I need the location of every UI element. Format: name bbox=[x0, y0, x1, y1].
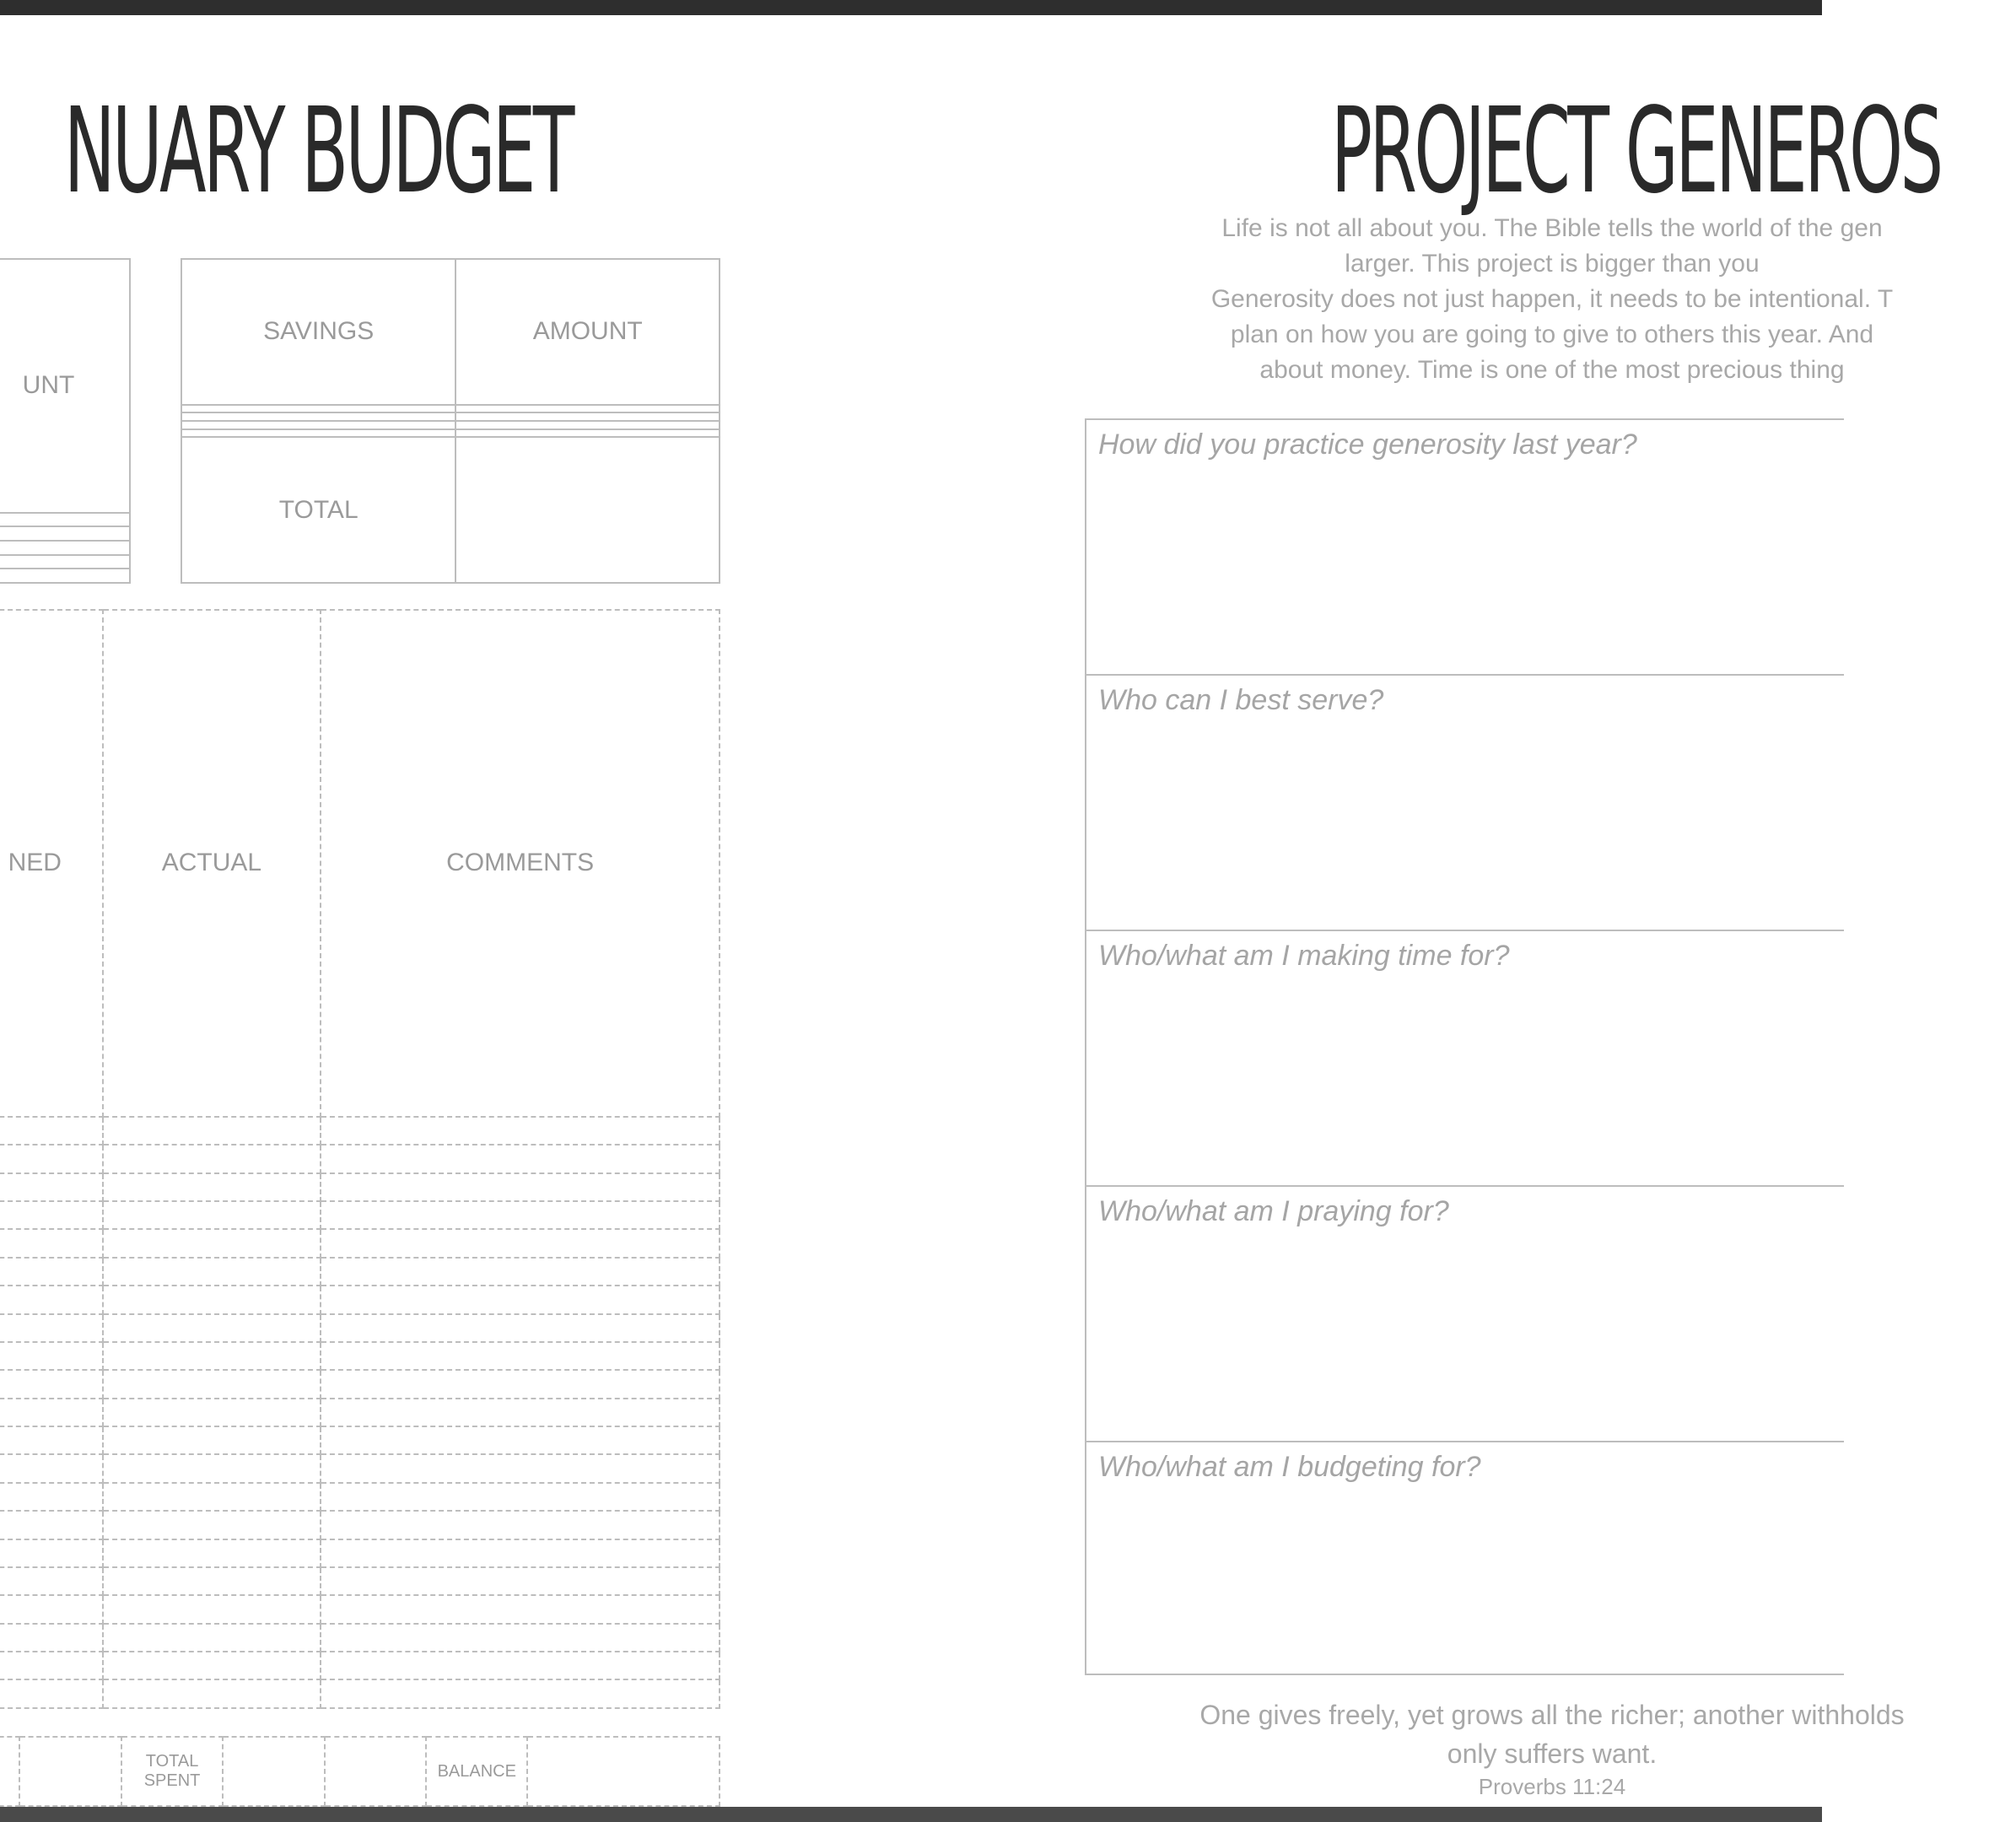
balance-label: BALANCE bbox=[426, 1737, 527, 1806]
expense-row bbox=[0, 1679, 720, 1708]
generosity-title: PROJECT GENEROS bbox=[1331, 83, 1941, 220]
question-text: Who/what am I praying for? bbox=[1098, 1195, 1449, 1227]
comments-header: COMMENTS bbox=[321, 610, 720, 1117]
income-amount-table bbox=[0, 258, 131, 584]
expense-row bbox=[0, 1539, 720, 1567]
planned-cell[interactable] bbox=[0, 1117, 103, 1145]
actual-cell[interactable] bbox=[103, 1595, 321, 1623]
actual-cell[interactable] bbox=[103, 1426, 321, 1454]
expense-row bbox=[0, 1342, 720, 1370]
savings-amount-header: AMOUNT bbox=[455, 259, 720, 405]
comments-cell[interactable] bbox=[321, 1201, 720, 1229]
intro-line: about money. Time is one of the most precious thing bbox=[1259, 356, 1845, 384]
planned-cell[interactable] bbox=[0, 1426, 103, 1454]
verse-line: only suffers want. bbox=[1447, 1738, 1658, 1769]
actual-cell[interactable] bbox=[103, 1567, 321, 1595]
planned-cell[interactable] bbox=[0, 1652, 103, 1679]
expense-row bbox=[0, 1258, 720, 1286]
amount-cell[interactable] bbox=[0, 541, 130, 555]
actual-cell[interactable] bbox=[103, 1483, 321, 1511]
question-box[interactable] bbox=[1086, 676, 1844, 931]
savings-cell[interactable] bbox=[181, 412, 455, 421]
planned-cell[interactable] bbox=[0, 1679, 103, 1708]
actual-cell[interactable] bbox=[103, 1258, 321, 1286]
savings-header: SAVINGS bbox=[181, 259, 455, 405]
expense-row bbox=[0, 1567, 720, 1595]
expense-table bbox=[0, 609, 720, 1709]
expense-row bbox=[0, 1511, 720, 1539]
bible-verse bbox=[1088, 1695, 2016, 1800]
planned-cell[interactable] bbox=[0, 1454, 103, 1482]
planned-cell[interactable] bbox=[0, 1201, 103, 1229]
amount-cell[interactable] bbox=[0, 555, 130, 569]
amount-cell[interactable] bbox=[0, 513, 130, 527]
expense-row bbox=[0, 1483, 720, 1511]
planned-cell[interactable] bbox=[0, 1567, 103, 1595]
intro-line: larger. This project is bigger than you bbox=[1345, 250, 1760, 278]
comments-cell[interactable] bbox=[321, 1454, 720, 1482]
question-box[interactable] bbox=[1086, 1187, 1844, 1442]
footer-cell bbox=[325, 1737, 426, 1806]
comments-cell[interactable] bbox=[321, 1286, 720, 1313]
expense-row bbox=[0, 1229, 720, 1257]
planned-cell[interactable] bbox=[0, 1624, 103, 1652]
planned-cell[interactable] bbox=[0, 1229, 103, 1257]
savings-cell[interactable] bbox=[181, 429, 455, 438]
savings-total-cell[interactable] bbox=[455, 437, 720, 583]
savings-cell[interactable] bbox=[181, 405, 455, 413]
planned-cell[interactable] bbox=[0, 1173, 103, 1201]
savings-table bbox=[181, 258, 720, 584]
question-box[interactable] bbox=[1086, 420, 1844, 676]
planned-cell[interactable] bbox=[0, 1595, 103, 1623]
amount-header: UNT bbox=[0, 259, 130, 513]
verse-line: One gives freely, yet grows all the richer; another withholds bbox=[1199, 1700, 1905, 1730]
comments-cell[interactable] bbox=[321, 1314, 720, 1342]
expense-row bbox=[0, 1652, 720, 1679]
intro-line: Life is not all about you. The Bible tells the world of the gen bbox=[1221, 214, 1883, 242]
budget-footer bbox=[0, 1736, 720, 1807]
question-box[interactable] bbox=[1086, 1442, 1844, 1698]
expense-row bbox=[0, 1454, 720, 1482]
comments-cell[interactable] bbox=[321, 1652, 720, 1679]
question-text: Who/what am I budgeting for? bbox=[1098, 1451, 1481, 1483]
actual-cell[interactable] bbox=[103, 1652, 321, 1679]
total-spent-label: TOTAL SPENT bbox=[121, 1737, 223, 1806]
planned-cell[interactable] bbox=[0, 1258, 103, 1286]
intro-line: plan on how you are going to give to others this year. And bbox=[1230, 321, 1874, 348]
actual-cell[interactable] bbox=[103, 1511, 321, 1539]
question-text: How did you practice generosity last year? bbox=[1098, 429, 1637, 461]
verse-reference: Proverbs 11:24 bbox=[1478, 1774, 1626, 1799]
expense-rows bbox=[0, 1117, 720, 1708]
planned-cell[interactable] bbox=[0, 1145, 103, 1172]
comments-cell[interactable] bbox=[321, 1426, 720, 1454]
question-box[interactable] bbox=[1086, 931, 1844, 1187]
actual-cell[interactable] bbox=[103, 1679, 321, 1708]
actual-cell[interactable] bbox=[103, 1201, 321, 1229]
actual-cell[interactable] bbox=[103, 1229, 321, 1257]
footer-cell[interactable] bbox=[19, 1737, 121, 1806]
planned-cell[interactable] bbox=[0, 1511, 103, 1539]
actual-cell[interactable] bbox=[103, 1342, 321, 1370]
actual-cell[interactable] bbox=[103, 1454, 321, 1482]
actual-cell[interactable] bbox=[103, 1399, 321, 1426]
expense-row bbox=[0, 1117, 720, 1145]
savings-amount-cell[interactable] bbox=[455, 412, 720, 421]
budget-title: NUARY BUDGET bbox=[63, 83, 572, 220]
planned-cell[interactable] bbox=[0, 1539, 103, 1567]
savings-amount-cell[interactable] bbox=[455, 421, 720, 429]
comments-cell[interactable] bbox=[321, 1679, 720, 1708]
expense-row bbox=[0, 1426, 720, 1454]
actual-header: ACTUAL bbox=[103, 610, 321, 1117]
savings-total-label: TOTAL bbox=[181, 437, 455, 583]
actual-cell[interactable] bbox=[103, 1314, 321, 1342]
comments-cell[interactable] bbox=[321, 1258, 720, 1286]
balance-value[interactable] bbox=[527, 1737, 720, 1806]
expense-row bbox=[0, 1173, 720, 1201]
intro-line: Generosity does not just happen, it needs to be intentional. T bbox=[1210, 285, 1894, 313]
savings-cell[interactable] bbox=[181, 421, 455, 429]
expense-row bbox=[0, 1201, 720, 1229]
expense-row bbox=[0, 1370, 720, 1398]
comments-cell[interactable] bbox=[321, 1117, 720, 1145]
savings-amount-cell[interactable] bbox=[455, 429, 720, 438]
intro-paragraph bbox=[1088, 211, 2016, 388]
planned-cell[interactable] bbox=[0, 1399, 103, 1426]
comments-cell[interactable] bbox=[321, 1539, 720, 1567]
planned-cell[interactable] bbox=[0, 1286, 103, 1313]
comments-cell[interactable] bbox=[321, 1173, 720, 1201]
planned-cell[interactable] bbox=[0, 1314, 103, 1342]
expense-row bbox=[0, 1595, 720, 1623]
amount-cell[interactable] bbox=[0, 569, 130, 583]
actual-cell[interactable] bbox=[103, 1539, 321, 1567]
comments-cell[interactable] bbox=[321, 1342, 720, 1370]
savings-amount-cell[interactable] bbox=[455, 405, 720, 413]
actual-cell[interactable] bbox=[103, 1145, 321, 1172]
expense-row bbox=[0, 1145, 720, 1172]
actual-cell[interactable] bbox=[103, 1173, 321, 1201]
actual-cell[interactable] bbox=[103, 1117, 321, 1145]
question-boxes bbox=[1085, 418, 1844, 1675]
actual-cell[interactable] bbox=[103, 1286, 321, 1313]
expense-row bbox=[0, 1624, 720, 1652]
top-border bbox=[0, 0, 1822, 15]
amount-cell[interactable] bbox=[0, 526, 130, 541]
planned-cell[interactable] bbox=[0, 1370, 103, 1398]
bottom-border bbox=[0, 1807, 1822, 1822]
total-spent-value[interactable] bbox=[223, 1737, 324, 1806]
comments-cell[interactable] bbox=[321, 1145, 720, 1172]
expense-row bbox=[0, 1399, 720, 1426]
comments-cell[interactable] bbox=[321, 1511, 720, 1539]
comments-cell[interactable] bbox=[321, 1595, 720, 1623]
planned-cell[interactable] bbox=[0, 1342, 103, 1370]
comments-cell[interactable] bbox=[321, 1399, 720, 1426]
planned-header: NED bbox=[0, 610, 103, 1117]
footer-cell bbox=[0, 1737, 19, 1806]
comments-cell[interactable] bbox=[321, 1483, 720, 1511]
question-text: Who can I best serve? bbox=[1098, 684, 1384, 716]
comments-cell[interactable] bbox=[321, 1624, 720, 1652]
expense-row bbox=[0, 1286, 720, 1313]
actual-cell[interactable] bbox=[103, 1624, 321, 1652]
planned-cell[interactable] bbox=[0, 1483, 103, 1511]
comments-cell[interactable] bbox=[321, 1567, 720, 1595]
comments-cell[interactable] bbox=[321, 1229, 720, 1257]
question-text: Who/what am I making time for? bbox=[1098, 940, 1510, 972]
actual-cell[interactable] bbox=[103, 1370, 321, 1398]
expense-row bbox=[0, 1314, 720, 1342]
comments-cell[interactable] bbox=[321, 1370, 720, 1398]
